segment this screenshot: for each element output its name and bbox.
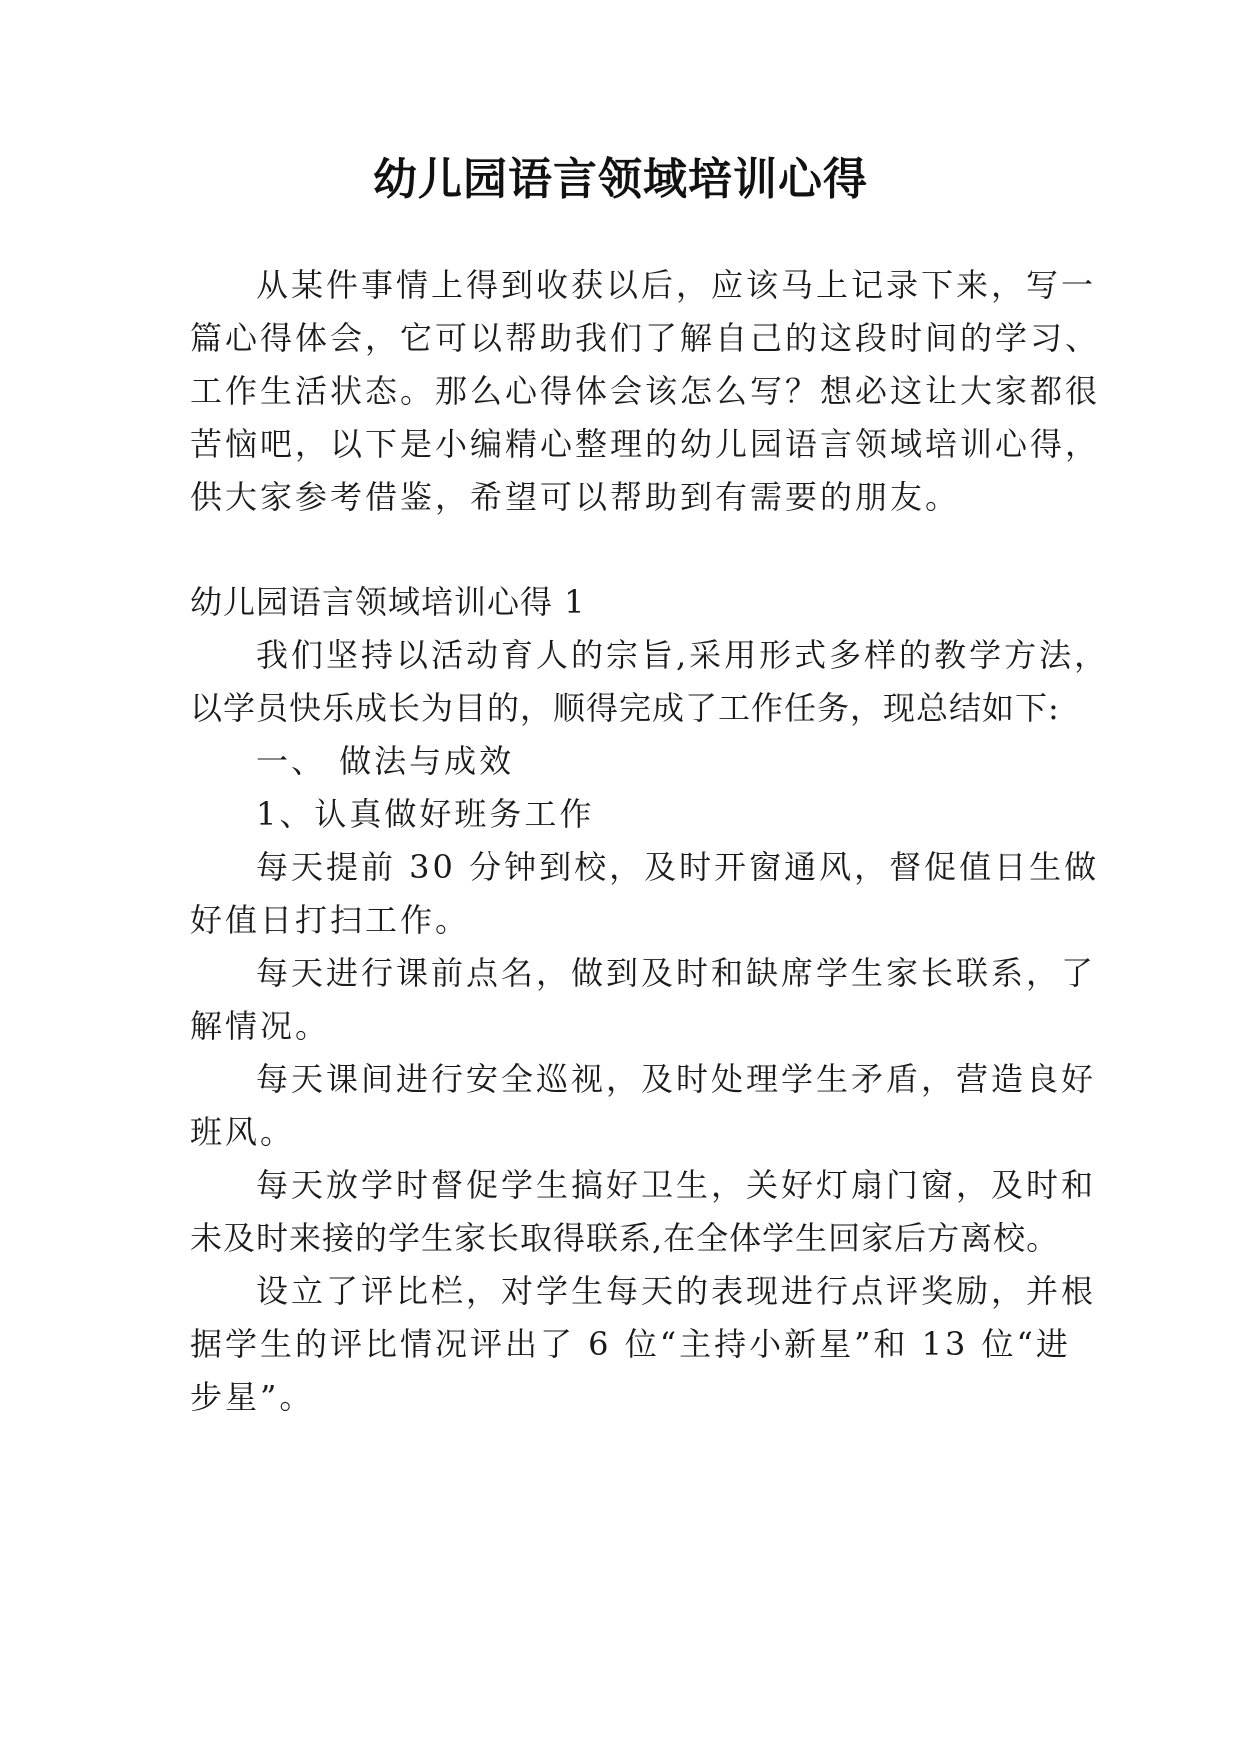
body-line: 班风。: [190, 1113, 296, 1151]
body-line: 每天放学时督促学生搞好卫生，关好灯扇门窗，及时和: [256, 1166, 1097, 1204]
body-line: 据学生的评比情况评出了 6 位“主持小新星”和 13 位“进: [190, 1325, 1071, 1363]
intro-line: 供大家参考借鉴，希望可以帮助到有需要的朋友。: [190, 478, 961, 516]
body-line: 以学员快乐成长为目的，顺得完成了工作任务，现总结如下:: [190, 689, 1060, 727]
body-line: 每天进行课前点名，做到及时和缺席学生家长联系，了: [256, 954, 1097, 992]
section-heading: 幼儿园语言领域培训心得 1: [190, 583, 586, 621]
intro-line: 从某件事情上得到收获以后，应该马上记录下来，写一: [256, 266, 1097, 304]
body-line: 每天课间进行安全巡视，及时处理学生矛盾，营造良好: [256, 1060, 1097, 1098]
body-line: 我们坚持以活动育人的宗旨,采用形式多样的教学方法，: [256, 636, 1110, 674]
body-line: 解情况。: [190, 1007, 331, 1045]
body-line: 1、认真做好班务工作: [256, 795, 595, 833]
body-line: 每天提前 30 分钟到校，及时开窗通风，督促值日生做: [256, 848, 1100, 886]
body-line: 一、 做法与成效: [256, 742, 515, 780]
body-line: 步星”。: [190, 1378, 315, 1416]
intro-line: 篇心得体会，它可以帮助我们了解自己的这段时间的学习、: [190, 319, 1101, 357]
intro-line: 工作生活状态。那么心得体会该怎么写？想必这让大家都很: [190, 372, 1101, 410]
body-line: 未及时来接的学生家长取得联系,在全体学生回家后方离校。: [190, 1219, 1060, 1257]
body-line: 好值日打扫工作。: [190, 901, 471, 939]
body-line: 设立了评比栏，对学生每天的表现进行点评奖励，并根: [256, 1272, 1097, 1310]
document-title: 幼儿园语言领域培训心得: [373, 154, 868, 205]
intro-line: 苦恼吧，以下是小编精心整理的幼儿园语言领域培训心得，: [190, 425, 1101, 463]
